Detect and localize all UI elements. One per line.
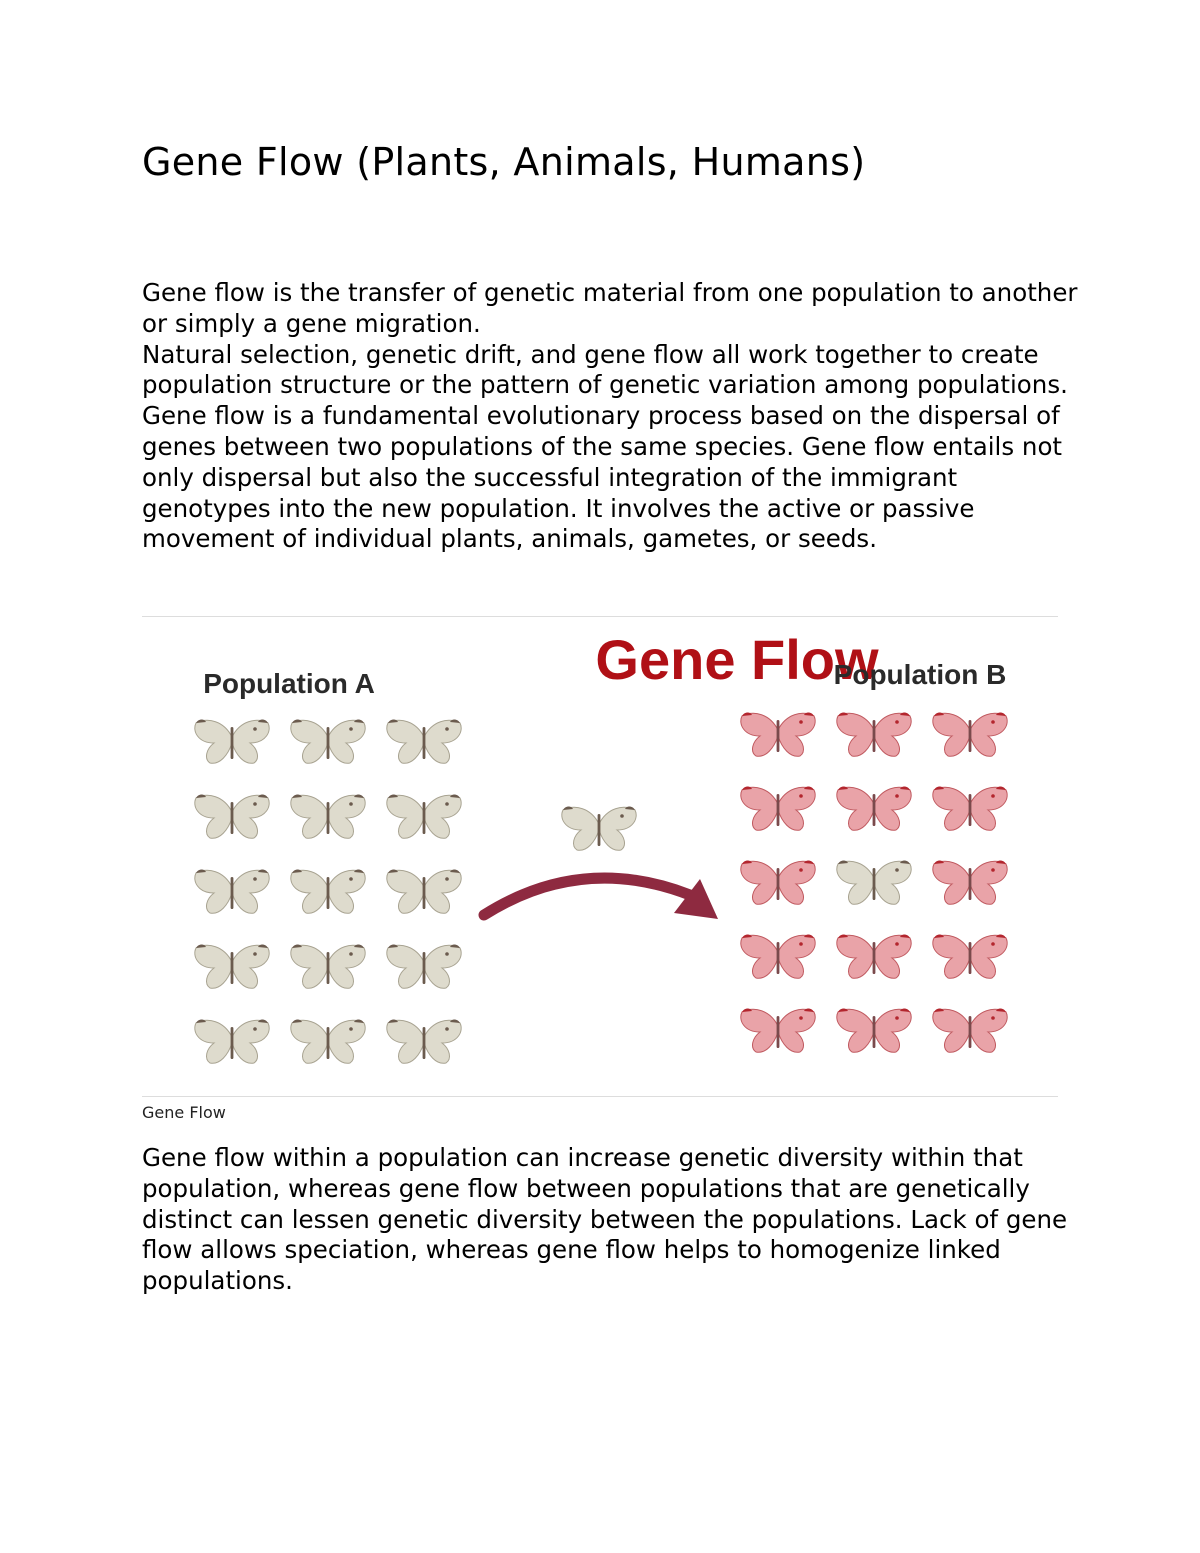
figure-heading: Gene Flow	[595, 628, 879, 691]
migrant-butterfly-icon	[562, 806, 636, 850]
butterfly-icon	[387, 794, 461, 838]
butterfly-icon	[837, 786, 911, 830]
butterfly-icon	[741, 712, 815, 756]
butterfly-icon	[933, 860, 1007, 904]
butterfly-icon	[195, 1019, 269, 1063]
butterfly-icon	[387, 944, 461, 988]
butterfly-icon	[741, 860, 815, 904]
butterfly-icon	[933, 934, 1007, 978]
population-a-label: Population A	[203, 668, 375, 699]
butterfly-icon	[291, 794, 365, 838]
butterfly-icon	[291, 944, 365, 988]
population-b-label: Population B	[833, 659, 1007, 690]
butterfly-icon	[837, 712, 911, 756]
outro-text	[142, 1143, 1082, 1297]
butterfly-icon	[387, 869, 461, 913]
butterfly-icon	[741, 1008, 815, 1052]
butterfly-icon	[291, 1019, 365, 1063]
butterfly-icon	[933, 712, 1007, 756]
population-a-group	[195, 719, 461, 1063]
butterfly-icon	[933, 1008, 1007, 1052]
gene-flow-illustration	[142, 617, 1058, 1095]
butterfly-icon	[387, 1019, 461, 1063]
figure-bottom-divider	[142, 1096, 1058, 1097]
butterfly-icon	[195, 869, 269, 913]
intro-paragraph-1: Gene flow is the transfer of genetic material from one population to another or simply a gene migration.	[142, 278, 1078, 338]
butterfly-icon	[837, 1008, 911, 1052]
population-b-group	[741, 712, 1007, 1052]
butterfly-icon	[291, 869, 365, 913]
butterfly-icon	[195, 719, 269, 763]
outro-paragraph: Gene flow within a population can increase genetic diversity within that population, whereas gene flow between populations that are genetically distinct can lessen genetic diversity between the populations. Lack of gene flow allows speciation, whereas gene flow helps to homogenize linked populations.	[142, 1143, 1068, 1296]
gene-flow-figure	[142, 617, 1058, 1095]
intro-paragraph-3: Gene flow is a fundamental evolutionary process based on the dispersal of genes between two populations of the same species. Gene flow entails not only dispersal but also the successful integration of the immigrant genotypes into the new population. It involves the active or passive movement of individual plants, animals, gametes, or seeds.	[142, 401, 1063, 554]
butterfly-icon	[195, 794, 269, 838]
intro-text	[142, 278, 1082, 555]
butterfly-icon	[387, 719, 461, 763]
arrow-head-icon	[674, 879, 718, 919]
butterfly-icon	[837, 860, 911, 904]
arrow-icon	[484, 878, 690, 915]
page-title: Gene Flow (Plants, Animals, Humans)	[142, 140, 866, 184]
butterfly-icon	[195, 944, 269, 988]
butterfly-icon	[933, 786, 1007, 830]
intro-paragraph-2: Natural selection, genetic drift, and gene flow all work together to create population structure or the pattern of genetic variation among populations.	[142, 339, 1068, 400]
butterfly-icon	[291, 719, 365, 763]
butterfly-icon	[741, 934, 815, 978]
butterfly-icon	[837, 934, 911, 978]
butterfly-icon	[741, 786, 815, 830]
figure-caption: Gene Flow	[142, 1103, 226, 1122]
